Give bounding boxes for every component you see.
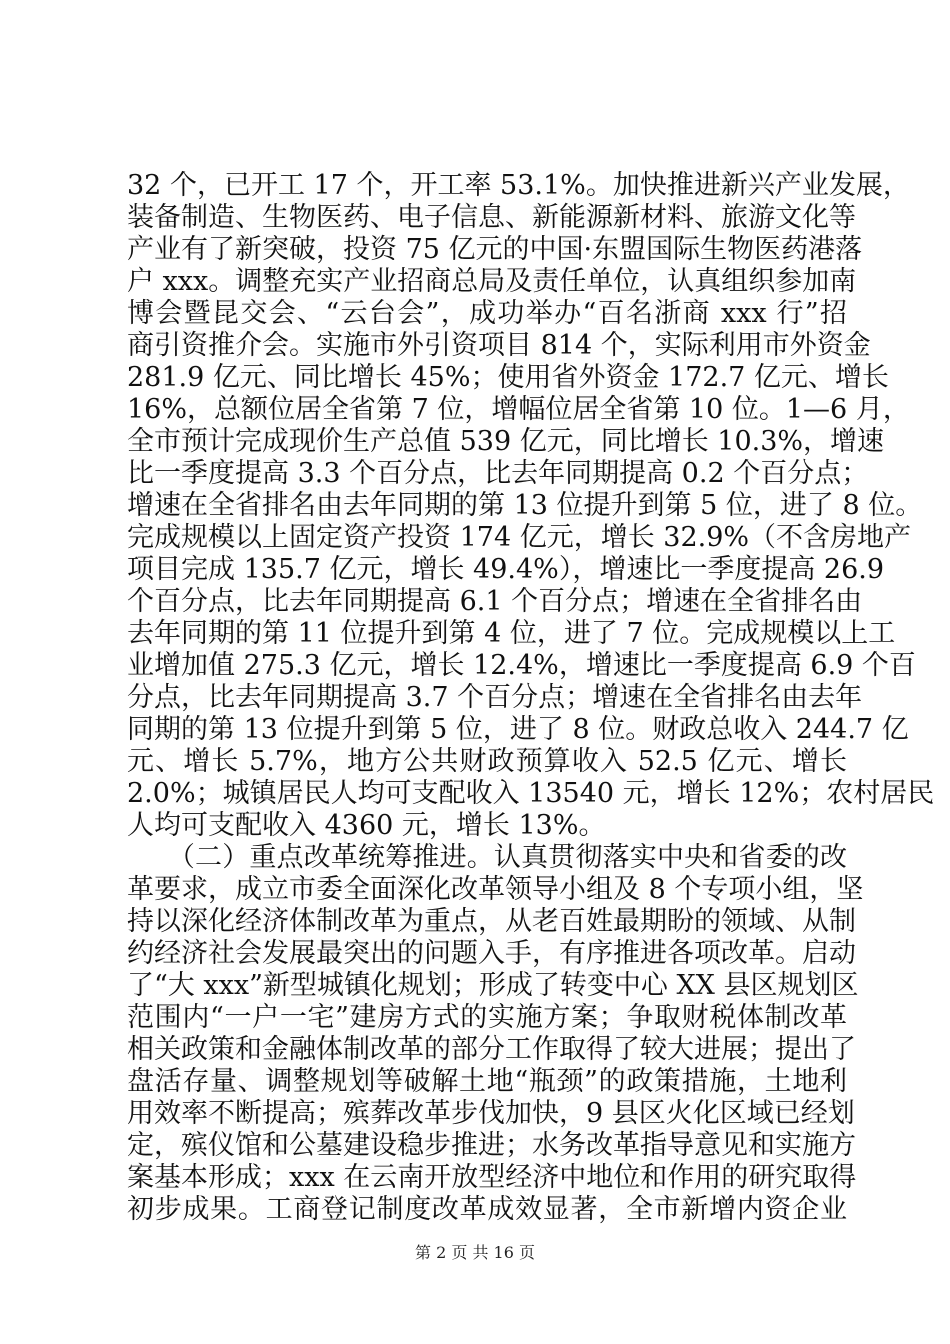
- text-line: 16%，总额位居全省第 7 位，增幅位居全省第 10 位。1—6 月，: [127, 394, 910, 425]
- text-line: 装备制造、生物医药、电子信息、新能源新材料、旅游文化等: [127, 202, 856, 233]
- text-line: 商引资推介会。实施市外引资项目 814 个，实际利用市外资金: [127, 330, 871, 361]
- text-line: 案基本形成；xxx 在云南开放型经济中地位和作用的研究取得: [127, 1162, 857, 1193]
- text-line: 分点，比去年同期提高 3.7 个百分点；增速在全省排名由去年: [127, 682, 863, 713]
- text-line-paragraph-start: （二）重点改革统筹推进。认真贯彻落实中央和省委的改: [127, 842, 847, 873]
- text-line: 增速在全省排名由去年同期的第 13 位提升到第 5 位，进了 8 位。: [127, 490, 923, 521]
- text-line: 全市预计完成现价生产总值 539 亿元，同比增长 10.3%，增速: [127, 426, 885, 457]
- text-line: 完成规模以上固定资产投资 174 亿元，增长 32.9%（不含房地产: [127, 522, 912, 553]
- text-line: 革要求，成立市委全面深化改革领导小组及 8 个专项小组，坚: [127, 874, 864, 905]
- text-line: 范围内“一户一宅”建房方式的实施方案；争取财税体制改革: [127, 1002, 847, 1033]
- text-line: 了“大 xxx”新型城镇化规划；形成了转变中心 XX 县区规划区: [127, 970, 859, 1001]
- text-line: 比一季度提高 3.3 个百分点，比去年同期提高 0.2 个百分点；: [127, 458, 869, 489]
- page-number-footer: 第 2 页 共 16 页: [415, 1243, 535, 1262]
- text-line: 同期的第 13 位提升到第 5 位，进了 8 位。财政总收入 244.7 亿: [127, 714, 909, 745]
- body-text: [127, 170, 935, 1226]
- text-line: 个百分点，比去年同期提高 6.1 个百分点；增速在全省排名由: [127, 586, 863, 617]
- text-line: 32 个，已开工 17 个，开工率 53.1%。加快推进新兴产业发展，: [127, 170, 910, 201]
- text-line: 约经济社会发展最突出的问题入手，有序推进各项改革。启动: [127, 938, 856, 969]
- text-line-paragraph-end: 人均可支配收入 4360 元，增长 13%。: [127, 810, 606, 841]
- text-line: 初步成果。工商登记制度改革成效显著，全市新增内资企业: [127, 1194, 847, 1225]
- text-line: 用效率不断提高；殡葬改革步伐加快，9 县区火化区域已经划: [127, 1098, 855, 1129]
- text-line: 281.9 亿元、同比增长 45%；使用省外资金 172.7 亿元、增长: [127, 362, 889, 393]
- text-line: 产业有了新突破，投资 75 亿元的中国·东盟国际生物医药港落: [127, 234, 863, 265]
- text-line: 相关政策和金融体制改革的部分工作取得了较大进展；提出了: [127, 1034, 856, 1065]
- text-line: 定，殡仪馆和公墓建设稳步推进；水务改革指导意见和实施方: [127, 1130, 856, 1161]
- text-line: 2.0%；城镇居民人均可支配收入 13540 元，增长 12%；农村居民: [127, 778, 935, 809]
- text-line: 持以深化经济体制改革为重点，从老百姓最期盼的领域、从制: [127, 906, 856, 937]
- text-line: 去年同期的第 11 位提升到第 4 位，进了 7 位。完成规模以上工: [127, 618, 896, 649]
- text-line: 盘活存量、调整规划等破解土地“瓶颈”的政策措施，土地利: [127, 1066, 847, 1097]
- text-line: 户 xxx。调整充实产业招商总局及责任单位，认真组织参加南: [127, 266, 857, 297]
- text-line: 项目完成 135.7 亿元，增长 49.4%），增速比一季度提高 26.9: [127, 554, 885, 585]
- text-line: 博会暨昆交会、“云台会”，成功举办“百名浙商 xxx 行”招: [127, 298, 847, 329]
- text-line: 元、增长 5.7%，地方公共财政预算收入 52.5 亿元、增长: [127, 746, 847, 777]
- text-line: 业增加值 275.3 亿元，增长 12.4%，增速比一季度提高 6.9 个百: [127, 650, 916, 681]
